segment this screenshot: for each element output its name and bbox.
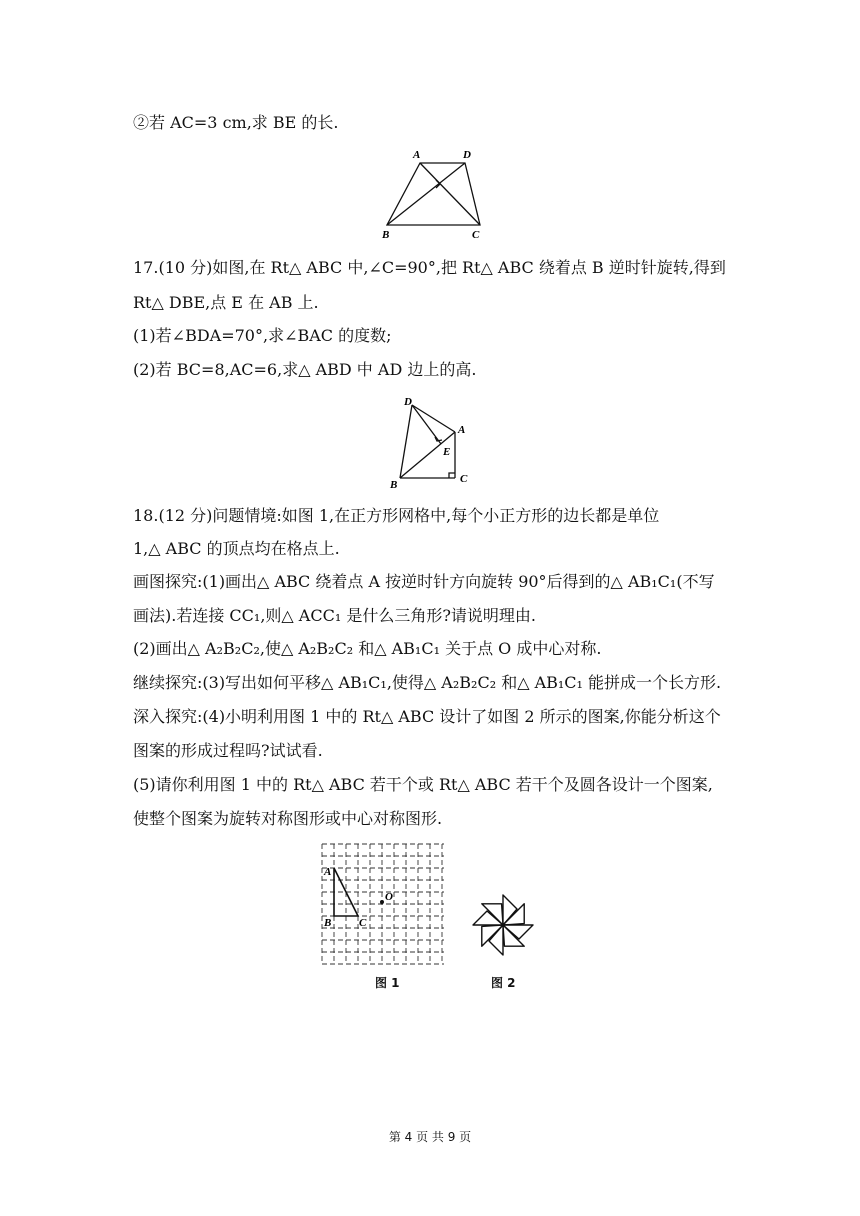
diagonal-ac	[420, 163, 480, 225]
label-b: B	[324, 917, 332, 929]
caption-figure-1: 图 1	[375, 976, 400, 990]
caption-figure-2: 图 2	[491, 976, 516, 990]
pinwheel-blade	[503, 895, 517, 925]
q17-line2: Rt△ DBE,点 E 在 AB 上.	[133, 293, 319, 312]
label-b: B	[390, 479, 398, 491]
q17-part1: (1)若∠BDA=70°,求∠BAC 的度数;	[133, 326, 392, 345]
segment-de	[412, 405, 441, 444]
label-o: O	[385, 891, 393, 903]
label-b: B	[382, 229, 390, 241]
q18-line8: 图案的形成过程吗?试试看.	[133, 741, 323, 760]
label-c: C	[359, 917, 367, 929]
q18-line4: 画法).若连接 CC₁,则△ ACC₁ 是什么三角形?请说明理由.	[133, 606, 536, 625]
page-footer: 第 4 页 共 9 页	[388, 1130, 472, 1144]
segment-bd	[400, 405, 412, 478]
label-d: D	[404, 396, 412, 408]
label-c: C	[472, 229, 480, 241]
label-c: C	[460, 473, 468, 485]
q18-line6: 继续探究:(3)写出如何平移△ AB₁C₁,使得△ A₂B₂C₂ 和△ AB₁C₁ 能拼成一个长方形.	[133, 673, 722, 692]
figure-q16-trapezoid	[370, 145, 500, 245]
label-a: A	[413, 149, 421, 161]
label-e: E	[443, 446, 451, 458]
grid-lines	[322, 844, 444, 964]
trapezoid-outline	[387, 163, 480, 225]
label-a: A	[458, 424, 466, 436]
q18-line9: (5)请你利用图 1 中的 Rt△ ABC 若干个或 Rt△ ABC 若干个及圆各设计一个图案,	[133, 775, 713, 794]
pinwheel-blade	[489, 925, 503, 955]
q18-line1: 18.(12 分)问题情境:如图 1,在正方形网格中,每个小正方形的边长都是单位	[133, 506, 660, 525]
segment-da	[412, 405, 455, 432]
pinwheel-blade	[503, 925, 533, 939]
q17-part2: (2)若 BC=8,AC=6,求△ ABD 中 AD 边上的高.	[133, 360, 477, 379]
pinwheel-blade	[473, 911, 503, 925]
q17-line1: 17.(10 分)如图,在 Rt△ ABC 中,∠C=90°,把 Rt△ ABC 绕着点 B 逆时针旋转,得到	[133, 258, 726, 277]
q16-part2-prefix: ②若	[133, 113, 171, 132]
figure-2-pinwheel	[465, 887, 541, 963]
q18-line5: (2)画出△ A₂B₂C₂,使△ A₂B₂C₂ 和△ AB₁C₁ 关于点 O 成中心对称.	[133, 639, 602, 658]
figure-q17-rotation	[385, 393, 485, 493]
q18-line10: 使整个图案为旋转对称图形或中心对称图形.	[133, 809, 443, 828]
right-angle-mark-c	[449, 473, 455, 478]
q16-part2	[133, 112, 338, 134]
q18-line3: 画图探究:(1)画出△ ABC 绕着点 A 按逆时针方向旋转 90°后得到的△ AB₁C₁(不写	[133, 572, 715, 591]
q18-line7: 深入探究:(4)小明利用图 1 中的 Rt△ ABC 设计了如图 2 所示的图案,你能分析这个	[133, 707, 721, 726]
label-a: A	[324, 866, 332, 878]
q16-part2-text: AC=3 cm,求 BE 的长.	[170, 113, 339, 132]
label-d: D	[463, 149, 471, 161]
q18-line2: 1,△ ABC 的顶点均在格点上.	[133, 539, 340, 558]
figure-1-grid	[320, 842, 450, 968]
point-o	[380, 900, 384, 904]
diagonal-bd	[387, 163, 465, 225]
